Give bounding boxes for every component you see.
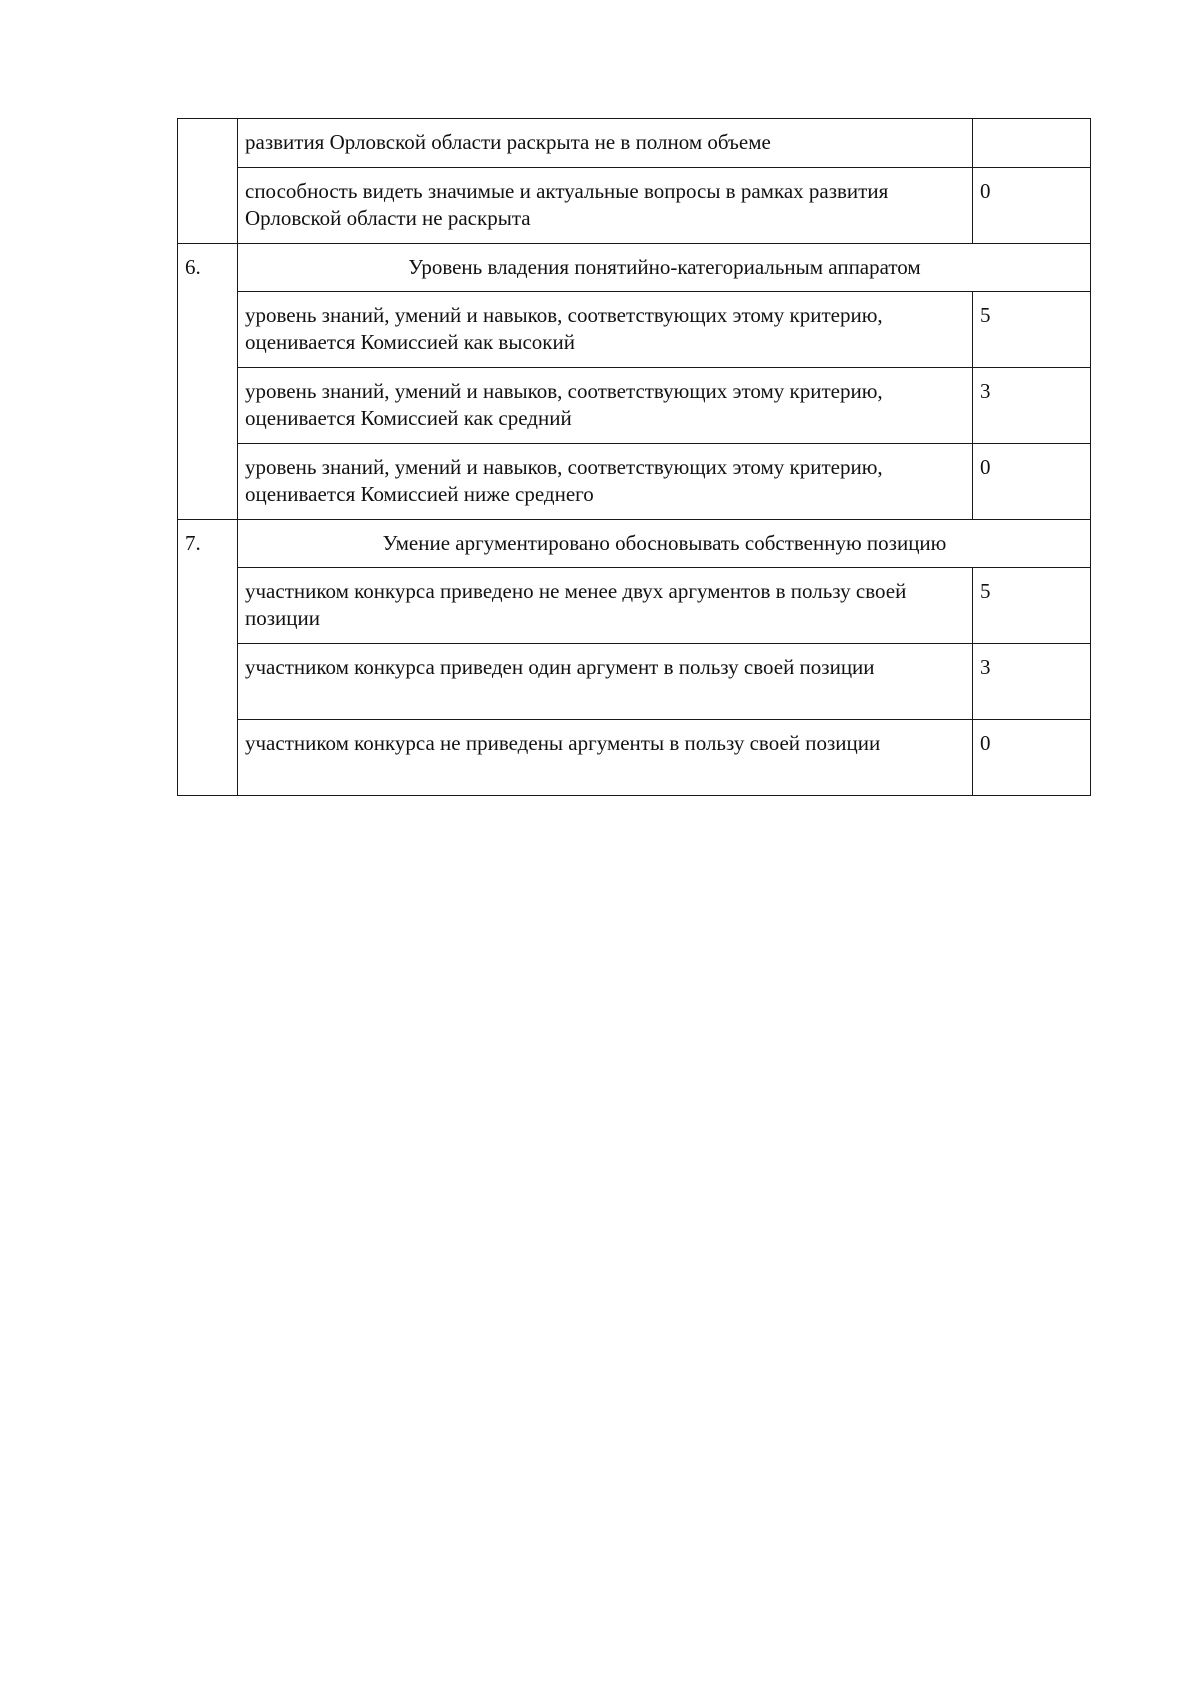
criterion-number: 6. (178, 244, 238, 520)
table-row (178, 644, 1091, 720)
criterion-score: 5 (973, 568, 1091, 644)
criterion-number-cell (178, 119, 238, 244)
criterion-description: уровень знаний, умений и навыков, соответствующих этому критерию, оценивается Комиссией как средний (238, 368, 973, 444)
criterion-number: 7. (178, 520, 238, 796)
table-row (178, 368, 1091, 444)
criterion-score: 0 (973, 720, 1091, 796)
criterion-score: 3 (973, 368, 1091, 444)
criterion-score (973, 119, 1091, 168)
criterion-score: 0 (973, 444, 1091, 520)
criterion-description: способность видеть значимые и актуальные вопросы в рамках развития Орловской области не раскрыта (238, 168, 973, 244)
criterion-description: участником конкурса приведен один аргумент в пользу своей позиции (238, 644, 973, 720)
criterion-title: Умение аргументировано обосновывать собственную позицию (238, 520, 1091, 568)
criterion-description: уровень знаний, умений и навыков, соответствующих этому критерию, оценивается Комиссией как высокий (238, 292, 973, 368)
criterion-score: 3 (973, 644, 1091, 720)
criterion-description: участником конкурса не приведены аргументы в пользу своей позиции (238, 720, 973, 796)
criteria-table (177, 118, 1091, 796)
criterion-header-row (178, 520, 1091, 568)
table-row (178, 168, 1091, 244)
criterion-header-row (178, 244, 1091, 292)
criterion-title: Уровень владения понятийно-категориальным аппаратом (238, 244, 1091, 292)
table-row (178, 444, 1091, 520)
criterion-description: развития Орловской области раскрыта не в полном объеме (238, 119, 973, 168)
criterion-description: уровень знаний, умений и навыков, соответствующих этому критерию, оценивается Комиссией ниже среднего (238, 444, 973, 520)
criterion-score: 5 (973, 292, 1091, 368)
criterion-score: 0 (973, 168, 1091, 244)
criterion-description: участником конкурса приведено не менее двух аргументов в пользу своей позиции (238, 568, 973, 644)
table-row (178, 720, 1091, 796)
table-row (178, 292, 1091, 368)
table-row (178, 568, 1091, 644)
table-row (178, 119, 1091, 168)
